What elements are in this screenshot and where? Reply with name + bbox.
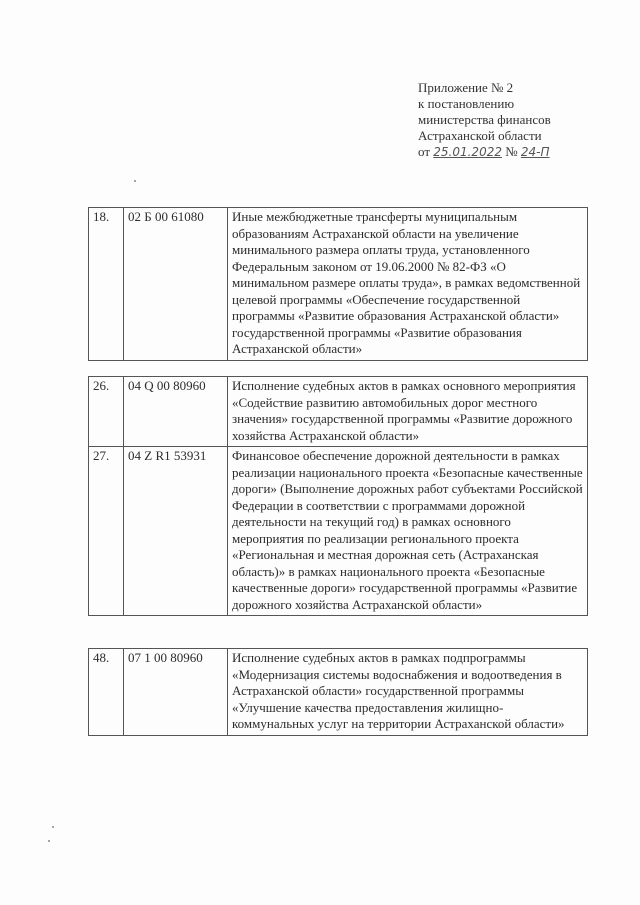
- row-number: 26.: [89, 377, 124, 447]
- table-row: [89, 447, 588, 616]
- budget-table-1: [88, 207, 588, 361]
- budget-table-3: [88, 648, 588, 736]
- budget-code: 02 Б 00 61080: [124, 208, 228, 361]
- budget-code: 04 Q 00 80960: [124, 377, 228, 447]
- budget-code: 07 1 00 80960: [124, 649, 228, 736]
- table-row: [89, 208, 588, 361]
- appendix-resolution: к постановлению: [418, 96, 515, 111]
- table-row: [89, 377, 588, 447]
- scan-speck: [48, 840, 50, 842]
- scan-speck: [52, 826, 54, 828]
- appendix-ministry: министерства финансов: [418, 112, 551, 127]
- number-prefix: №: [505, 144, 518, 159]
- appendix-header: [418, 80, 628, 160]
- handwritten-date: 25.01.2022: [433, 145, 502, 159]
- row-number: 18.: [89, 208, 124, 361]
- appendix-title: Приложение № 2: [418, 80, 514, 95]
- row-description: Финансовое обеспечение дорожной деятельности в рамках реализации национального проекта «Безопасные качественные дороги» (Выполнение дорожных работ субъектами Российской Федерации в соответствии с программами дорожной деятельности на текущий год) в рамках основного мероприятия по реализации регионального проекта «Региональная и местная дорожная сеть (Астраханская область)» в рамках национального проекта «Безопасные качественные дороги» государственной программы «Развитие дорожного хозяйства Астраханской области»: [228, 447, 588, 616]
- budget-table-2: [88, 376, 588, 616]
- appendix-date-line: [418, 144, 628, 160]
- row-number: 27.: [89, 447, 124, 616]
- appendix-region: Астраханской области: [418, 128, 542, 143]
- budget-code: 04 Z R1 53931: [124, 447, 228, 616]
- row-number: 48.: [89, 649, 124, 736]
- scan-speck: [134, 180, 136, 182]
- row-description: Исполнение судебных актов в рамках подпрограммы «Модернизация системы водоснабжения и водоотведения в Астраханской области» государственной программы «Улучшение качества предоставления жилищно-коммунальных услуг на территории Астраханской области»: [228, 649, 588, 736]
- table-row: [89, 649, 588, 736]
- row-description: Исполнение судебных актов в рамках основного мероприятия «Содействие развитию автомобильных дорог местного значения» государственной программы «Развитие дорожного хозяйства Астраханской области»: [228, 377, 588, 447]
- handwritten-number: 24-П: [520, 145, 550, 159]
- date-prefix: от: [418, 144, 431, 159]
- row-description: Иные межбюджетные трансферты муниципальным образованиям Астраханской области на увеличение минимального размера оплаты труда, установленного Федеральным законом от 19.06.2000 № 82-ФЗ «О минимальном размере оплаты труда», в рамках ведомственной целевой программы «Обеспечение государственной программы «Развитие образования Астраханской области» государственной программы «Развитие образования Астраханской области»: [228, 208, 588, 361]
